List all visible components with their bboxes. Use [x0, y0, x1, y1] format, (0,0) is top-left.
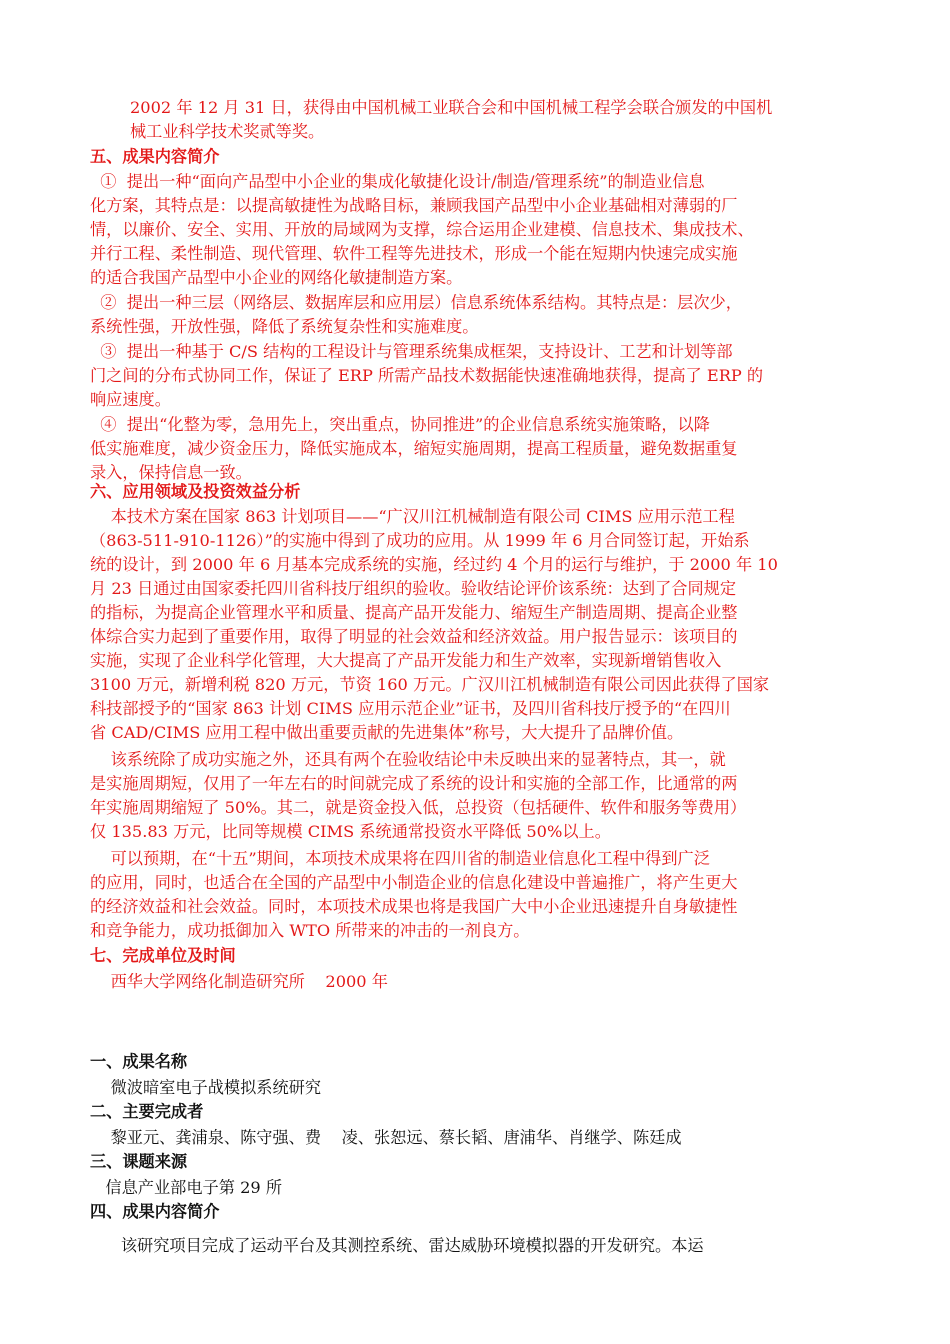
s6-p2-line1: 该系统除了成功实施之外，还具有两个在验收结论中未反映出来的显著特点，其一，就: [90, 750, 726, 769]
next-intro-line1: 该研究项目完成了运动平台及其测控系统、雷达威胁环境模拟器的开发研究。本运: [90, 1236, 704, 1255]
award-line-2: 械工业科学技术奖贰等奖。: [130, 122, 325, 141]
s5-item4-line1: ④ 提出“化整为零，急用先上，突出重点，协同推进”的企业信息系统实施策略，以降: [90, 415, 710, 434]
s6-p1-line6: 体综合实力起到了重要作用，取得了明显的社会效益和经济效益。用户报告显示：该项目的: [90, 627, 738, 646]
s5-item2-line1: ② 提出一种三层（网络层、数据库层和应用层）信息系统体系结构。其特点是：层次少，: [90, 293, 742, 312]
next-source: 信息产业部电子第 29 所: [90, 1178, 283, 1197]
s6-p2-line3: 年实施周期缩短了 50%。其二，就是资金投入低，总投资（包括硬件、软件和服务等费用）: [90, 798, 747, 817]
next-heading-4: 四、成果内容简介: [90, 1202, 220, 1221]
s5-item2-line2: 系统性强，开放性强，降低了系统复杂性和实施难度。: [90, 317, 479, 336]
s6-p3-line2: 的应用，同时，也适合在全国的产品型中小制造企业的信息化建设中普遍推广，将产生更大: [90, 873, 738, 892]
section-7-heading: 七、完成单位及时间: [90, 946, 236, 965]
s5-item1-line5: 的适合我国产品型中小企业的网络化敏捷制造方案。: [90, 268, 463, 287]
s5-item3-line2: 门之间的分布式协同工作，保证了 ERP 所需产品技术数据能快速准确地获得，提高了 ERP 的: [90, 366, 764, 385]
award-line-1: 2002 年 12 月 31 日，获得由中国机械工业联合会和中国机械工程学会联合颁发的中国机: [130, 98, 773, 117]
s6-p1-line2: （863-511-910-1126）”的实施中得到了成功的应用。从 1999 年 6 月合同签订起，开始系: [90, 531, 750, 550]
section-6-heading: 六、应用领域及投资效益分析: [90, 482, 301, 501]
s6-p1-line4: 月 23 日通过由国家委托四川省科技厅组织的验收。验收结论评价该系统：达到了合同规定: [90, 579, 737, 598]
s6-p2-line2: 是实施周期短，仅用了一年左右的时间就完成了系统的设计和实施的全部工作，比通常的两: [90, 774, 738, 793]
s5-item4-line2: 低实施难度，减少资金压力，降低实施成本，缩短实施周期，提高工程质量，避免数据重复: [90, 439, 738, 458]
s5-item1-line2: 化方案，其特点是：以提高敏捷性为战略目标，兼顾我国产品型中小企业基础相对薄弱的厂: [90, 196, 738, 215]
s5-item3-line3: 响应速度。: [90, 390, 171, 409]
s5-item3-line1: ③ 提出一种基于 C/S 结构的工程设计与管理系统集成框架，支持设计、工艺和计划等部: [90, 342, 733, 361]
s5-item1-line1: ① 提出一种“面向产品型中小企业的集成化敏捷化设计/制造/管理系统”的制造业信息: [90, 172, 705, 191]
s6-p1-line9: 科技部授予的“国家 863 计划 CIMS 应用示范企业”证书，及四川省科技厅授予的“在四川: [90, 699, 731, 718]
next-project-name: 微波暗室电子战模拟系统研究: [90, 1078, 322, 1097]
s6-p1-line8: 3100 万元，新增利税 820 万元，节资 160 万元。广汉川江机械制造有限公司因此获得了国家: [90, 675, 770, 694]
s6-p3-line1: 可以预期，在“十五”期间，本项技术成果将在四川省的制造业信息化工程中得到广泛: [90, 849, 710, 868]
s6-p1-line10: 省 CAD/CIMS 应用工程中做出重要贡献的先进集体”称号，大大提升了品牌价值。: [90, 723, 684, 742]
s6-p1-line1: 本技术方案在国家 863 计划项目——“广汉川江机械制造有限公司 CIMS 应用示范工程: [90, 507, 735, 526]
section-5-heading: 五、成果内容简介: [90, 147, 220, 166]
s6-p1-line5: 的指标，为提高企业管理水平和质量、提高产品开发能力、缩短生产制造周期、提高企业整: [90, 603, 738, 622]
s7-unit-time: 西华大学网络化制造研究所 2000 年: [90, 972, 388, 991]
s6-p1-line3: 统的设计，到 2000 年 6 月基本完成系统的实施，经过约 4 个月的运行与维护，于 2000 年 10: [90, 555, 778, 574]
s6-p1-line7: 实施，实现了企业科学化管理，大大提高了产品开发能力和生产效率，实现新增销售收入: [90, 651, 722, 670]
s6-p2-line4: 仅 135.83 万元，比同等规模 CIMS 系统通常投资水平降低 50%以上。: [90, 822, 611, 841]
s6-p3-line4: 和竞争能力，成功抵御加入 WTO 所带来的冲击的一剂良方。: [90, 921, 530, 940]
next-heading-2: 二、主要完成者: [90, 1102, 204, 1121]
s6-p3-line3: 的经济效益和社会效益。同时，本项技术成果也将是我国广大中小企业迅速提升自身敏捷性: [90, 897, 738, 916]
next-heading-3: 三、课题来源: [90, 1152, 188, 1171]
s5-item1-line4: 并行工程、柔性制造、现代管理、软件工程等先进技术，形成一个能在短期内快速完成实施: [90, 244, 738, 263]
next-authors: 黎亚元、龚浦泉、陈守强、费 凌、张恕远、蔡长韬、唐浦华、肖继学、陈廷成: [90, 1128, 682, 1147]
s5-item1-line3: 情，以廉价、安全、实用、开放的局域网为支撑，综合运用企业建模、信息技术、集成技术、: [90, 220, 754, 239]
next-heading-1: 一、成果名称: [90, 1052, 188, 1071]
s5-item4-line3: 录入，保持信息一致。: [90, 463, 252, 482]
